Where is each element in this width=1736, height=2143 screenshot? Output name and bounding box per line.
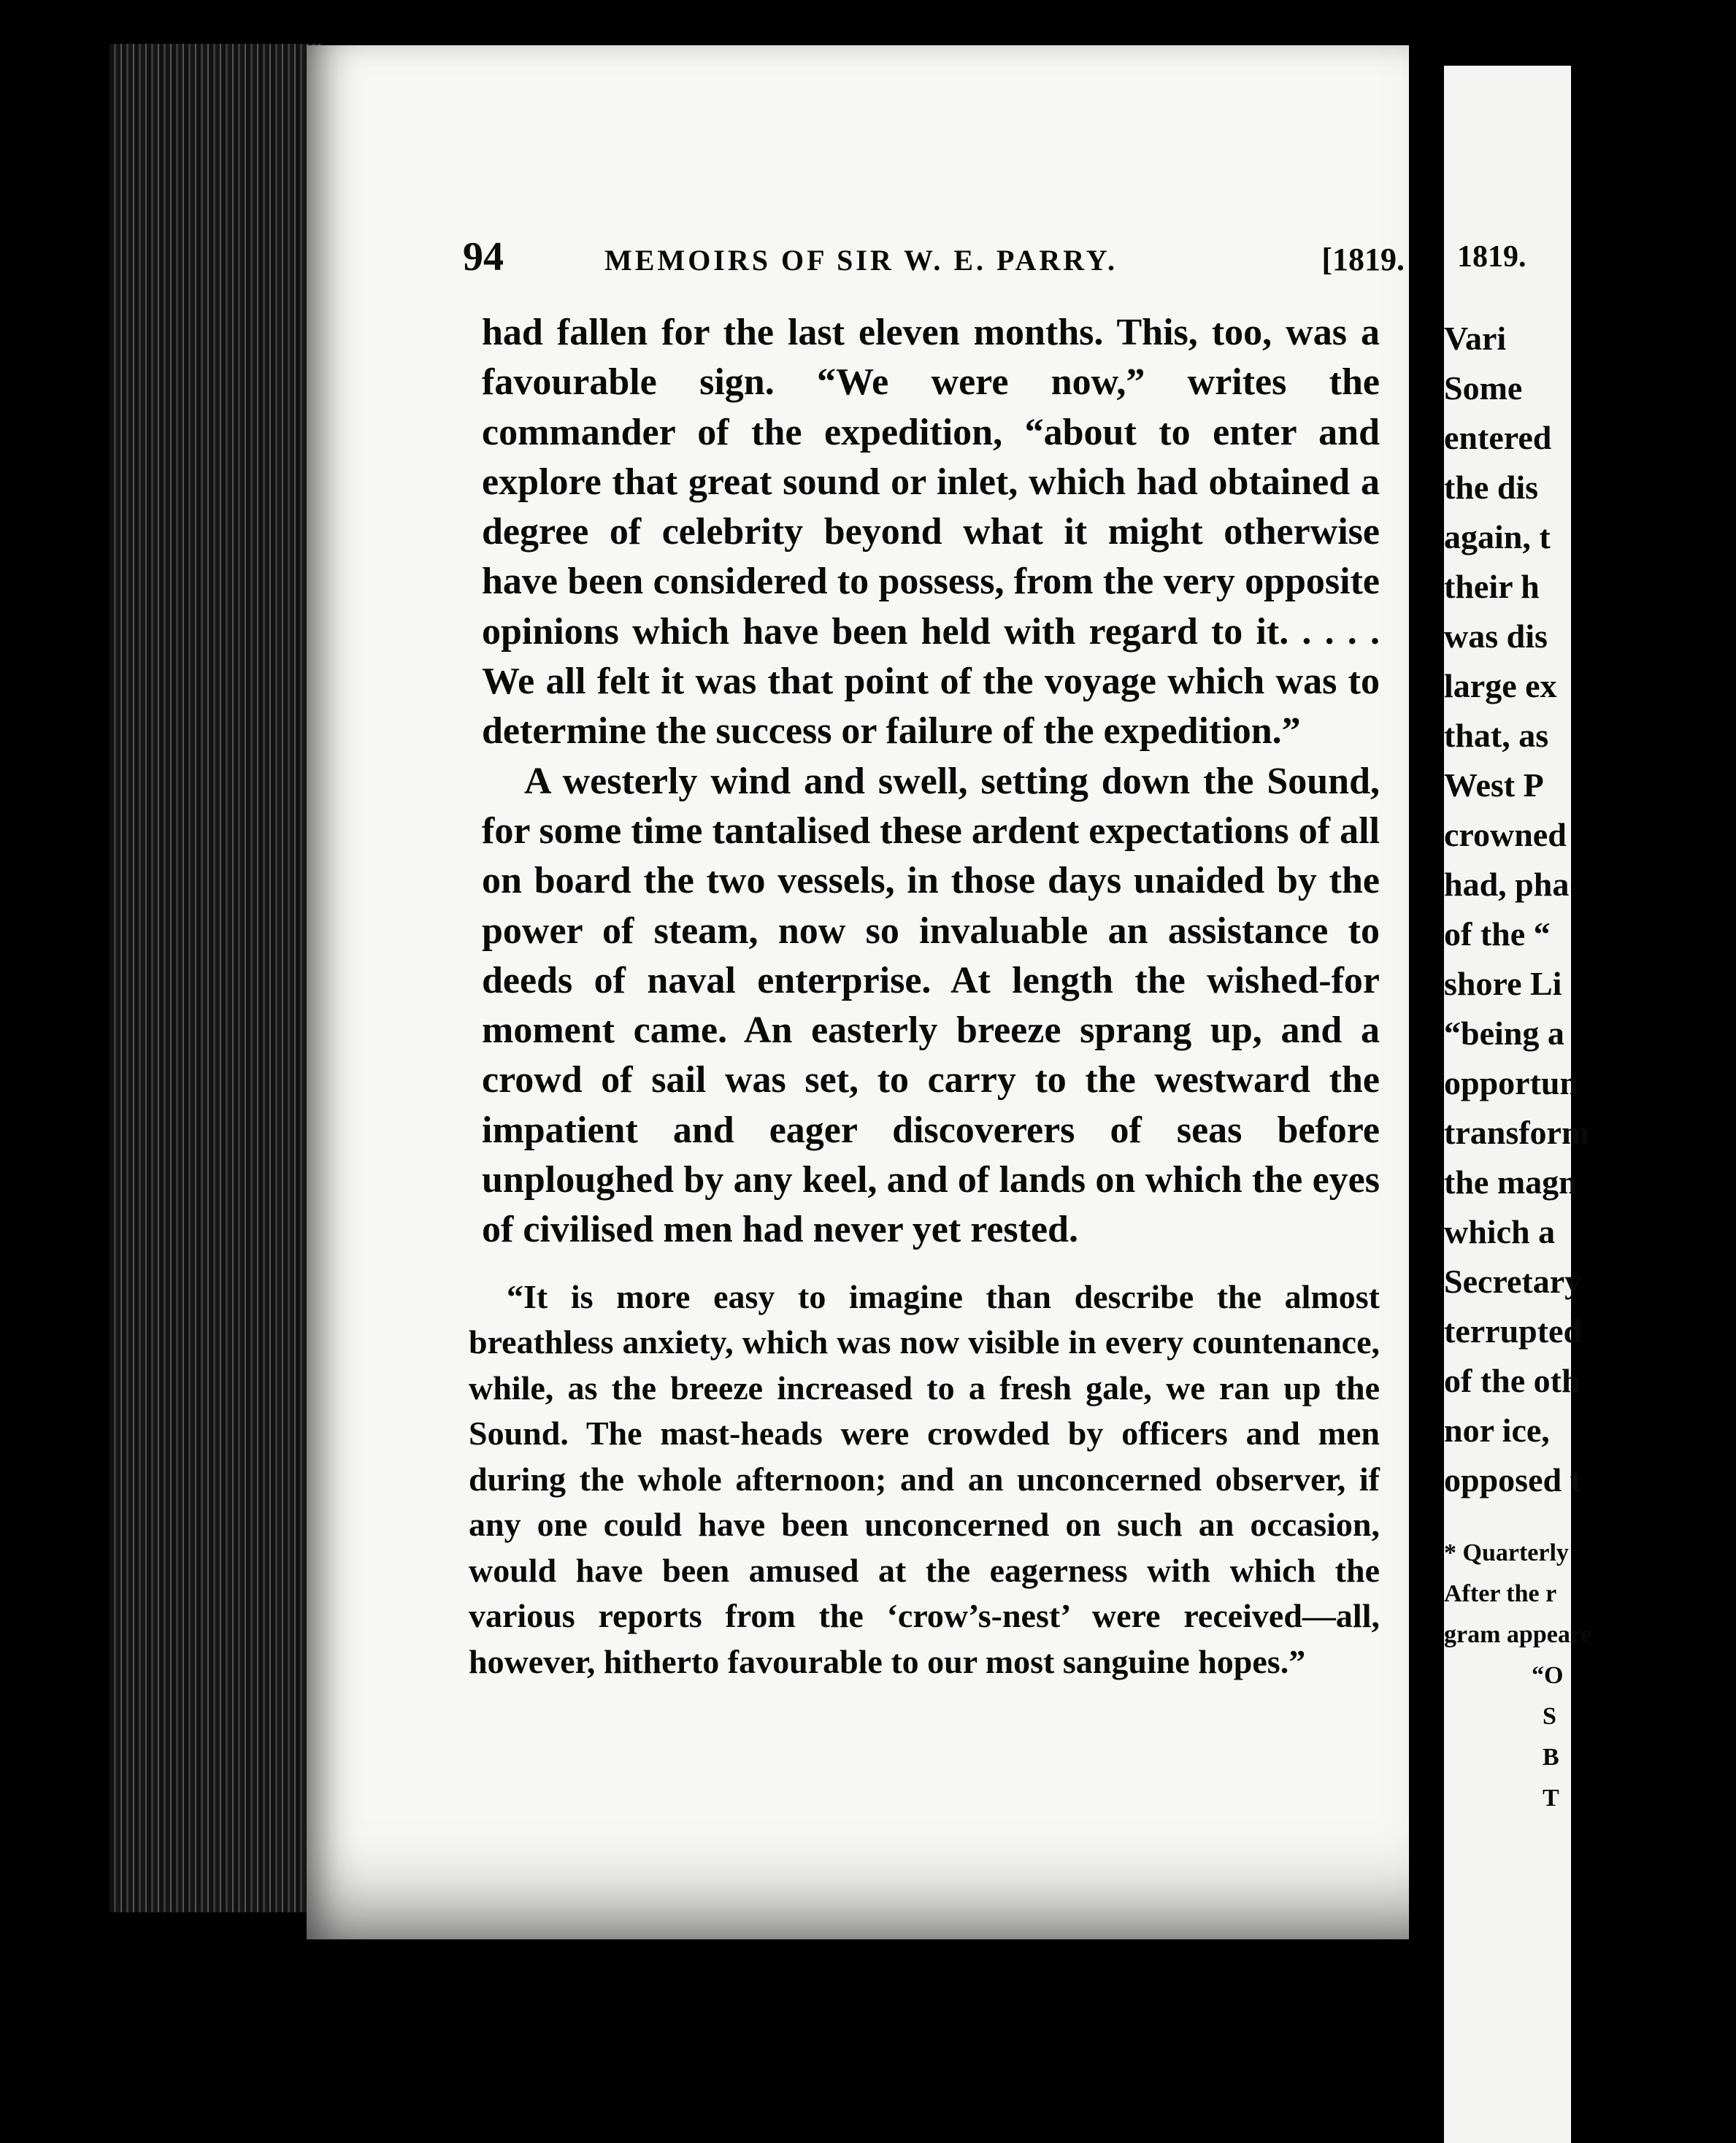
facing-footnote-line: “O xyxy=(1532,1662,1564,1689)
facing-line: had, pha xyxy=(1444,866,1570,903)
facing-line: the magn xyxy=(1444,1163,1578,1201)
facing-footnote-line: * Quarterly xyxy=(1444,1539,1569,1566)
facing-line: Secretary xyxy=(1444,1263,1582,1300)
facing-footnote-line: gram appeare xyxy=(1444,1621,1592,1648)
facing-page xyxy=(1444,66,1592,2143)
facing-footnote-line: S xyxy=(1543,1703,1556,1730)
page-number: 94 xyxy=(463,234,504,280)
facing-line: transform xyxy=(1444,1114,1590,1151)
facing-page-year: 1819. xyxy=(1457,240,1526,274)
facing-line: of the “ xyxy=(1444,915,1551,953)
running-title: MEMOIRS OF SIR W. E. PARRY. xyxy=(604,244,1118,277)
facing-line: large ex xyxy=(1444,667,1557,704)
facing-line: Vari xyxy=(1444,320,1507,357)
facing-line: entered xyxy=(1444,419,1552,456)
facing-line: crowned xyxy=(1444,816,1567,853)
facing-footnote-line: T xyxy=(1543,1785,1559,1812)
facing-line: opportun xyxy=(1444,1064,1579,1101)
facing-line: of the oth xyxy=(1444,1362,1581,1399)
facing-line: West P xyxy=(1444,766,1544,804)
block-quote: “It is more easy to imagine than describe the almost breathless anxiety, which was now visible in every countenance, while, as the breeze increased to a fresh gale, we ran up the Sound. The mast-heads were crowded by officers and men during the whole afternoon; and an unconcerned observer, if any one could have been unconcerned on such an occasion, would have been amused at the eagerness with which the various reports from the ‘crow’s-nest’ were received—all, however, hitherto favourable to our most sanguine hopes.” xyxy=(469,1277,1380,1680)
facing-line: terrupted xyxy=(1444,1312,1583,1350)
facing-line: which a xyxy=(1444,1213,1556,1250)
header-year: [1819. xyxy=(1321,242,1405,277)
facing-line: “being a xyxy=(1444,1015,1564,1052)
facing-line: opposed t xyxy=(1444,1461,1581,1498)
facing-line: their h xyxy=(1444,568,1540,605)
facing-line: that, as xyxy=(1444,717,1549,754)
book-gutter xyxy=(1409,29,1445,2143)
paragraph: had fallen for the last eleven months. This, too, was a favourable sign. “We were now,” writes the commander of the expedition, “about to enter and explore that great sound or inlet, which had obtained a degree of celebrity beyond what it might otherwise have been considered to possess, from the very opposite opinions which have been held with regard to it. . . . . We all felt it was that point of the voyage which was to determine the success or failure of the expedition.” xyxy=(482,312,1380,753)
facing-line: was dis xyxy=(1444,617,1548,655)
facing-line: shore Li xyxy=(1444,965,1562,1002)
facing-footnote-line: B xyxy=(1543,1744,1559,1771)
running-header xyxy=(463,234,1405,285)
page-body xyxy=(469,308,1380,1685)
facing-footnote-line: After the r xyxy=(1444,1580,1557,1607)
book-page-edges xyxy=(110,44,321,1912)
paragraph: A westerly wind and swell, setting down the Sound, for some time tantalised these ardent expectations of all on board the two vessels, in those days unaided by the power of steam, now so invaluable an assistance to deeds of naval enterprise. At length the wished-for moment came. An easterly breeze sprang up, and a crowd of sail was set, to carry to the westward the impatient and eager discoverers of seas before unploughed by any keel, and of lands on which the eyes of civilised men had never yet rested. xyxy=(482,760,1380,1251)
facing-line: again, t xyxy=(1444,518,1551,555)
facing-line: nor ice, xyxy=(1444,1412,1550,1449)
facing-line: the dis xyxy=(1444,469,1539,506)
facing-page-footnote xyxy=(1444,1533,1736,1819)
facing-line: Some xyxy=(1444,369,1523,407)
facing-page-text xyxy=(1444,314,1736,1505)
